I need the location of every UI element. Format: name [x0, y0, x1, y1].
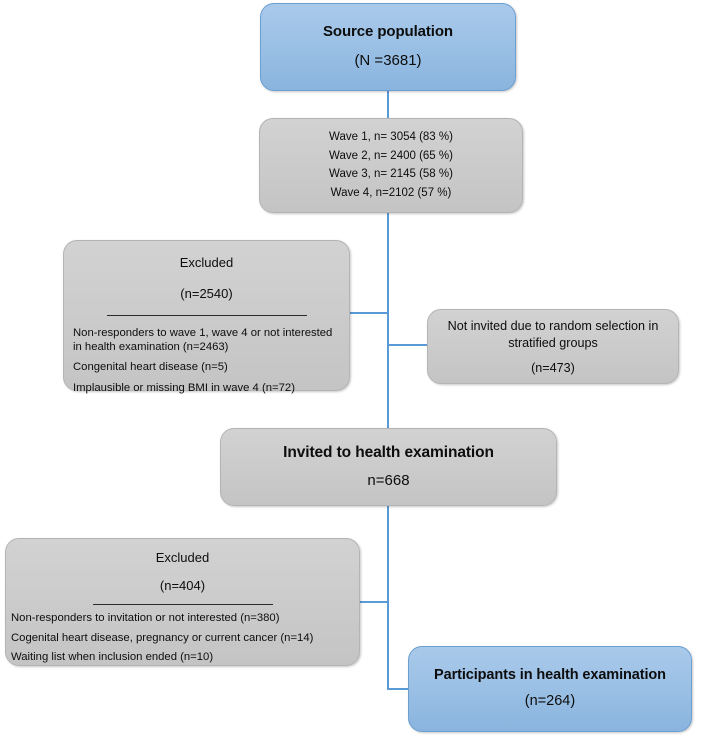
wave-line: Wave 3, n= 2145 (58 %): [329, 168, 453, 180]
divider-rule: [93, 604, 273, 605]
node-excluded-second: [5, 538, 360, 666]
connector-to-excluded-1: [349, 312, 388, 314]
excluded-first-heading: Excluded: [179, 255, 234, 270]
excluded-reason-item: Implausible or missing BMI in wave 4 (n=72): [73, 381, 295, 394]
participants-count: (n=264): [524, 693, 576, 710]
excluded-reason-item: Non-responders to invitation or not interested (n=380): [11, 612, 280, 625]
wave-line: Wave 2, n= 2400 (65 %): [329, 149, 453, 162]
wave-line: Wave 1, n= 3054 (83 %): [329, 131, 453, 143]
excluded-reason-item: Waiting list when inclusion ended (n=10): [11, 650, 214, 663]
excluded-reason-item: Non-responders to wave 1, wave 4 or not interested in health examination (n=2463): [73, 326, 333, 354]
node-excluded-first: [63, 240, 350, 394]
connector-main-trunk-lower: [387, 506, 389, 689]
node-source-population: [260, 3, 516, 91]
not-invited-count: (n=473): [531, 360, 575, 375]
excluded-second-count: (n=404): [159, 577, 206, 593]
invited-count: n=668: [367, 471, 410, 489]
connector-main-trunk-upper: [387, 213, 389, 429]
not-invited-text: Not invited due to random selection in stratified groups: [447, 319, 659, 350]
participants-title: Participants in health examination: [434, 667, 666, 684]
excluded-first-count: (n=2540): [180, 285, 233, 301]
connector-to-not-invited: [387, 344, 428, 346]
node-not-invited: [427, 309, 679, 384]
connector-to-participants: [387, 688, 409, 690]
source-population-title: Source population: [323, 23, 453, 40]
excluded-first-reason-list: [64, 323, 349, 398]
node-wave-response-rates: [259, 118, 523, 213]
wave-line: Wave 4, n=2102 (57 %): [330, 186, 452, 199]
node-participants-in-health-examination: [408, 646, 692, 732]
invited-title: Invited to health examination: [283, 444, 494, 462]
node-invited-to-health-examination: [220, 428, 557, 506]
divider-rule: [107, 315, 307, 316]
source-population-count: (N =3681): [354, 51, 422, 69]
excluded-second-reason-list: [6, 609, 359, 667]
connector-source-to-waves: [387, 91, 389, 119]
excluded-reason-item: Cogenital heart disease, pregnancy or current cancer (n=14): [11, 631, 314, 644]
excluded-reason-item: Congenital heart disease (n=5): [73, 361, 228, 374]
excluded-second-heading: Excluded: [155, 550, 210, 565]
connector-to-excluded-2: [360, 601, 388, 603]
